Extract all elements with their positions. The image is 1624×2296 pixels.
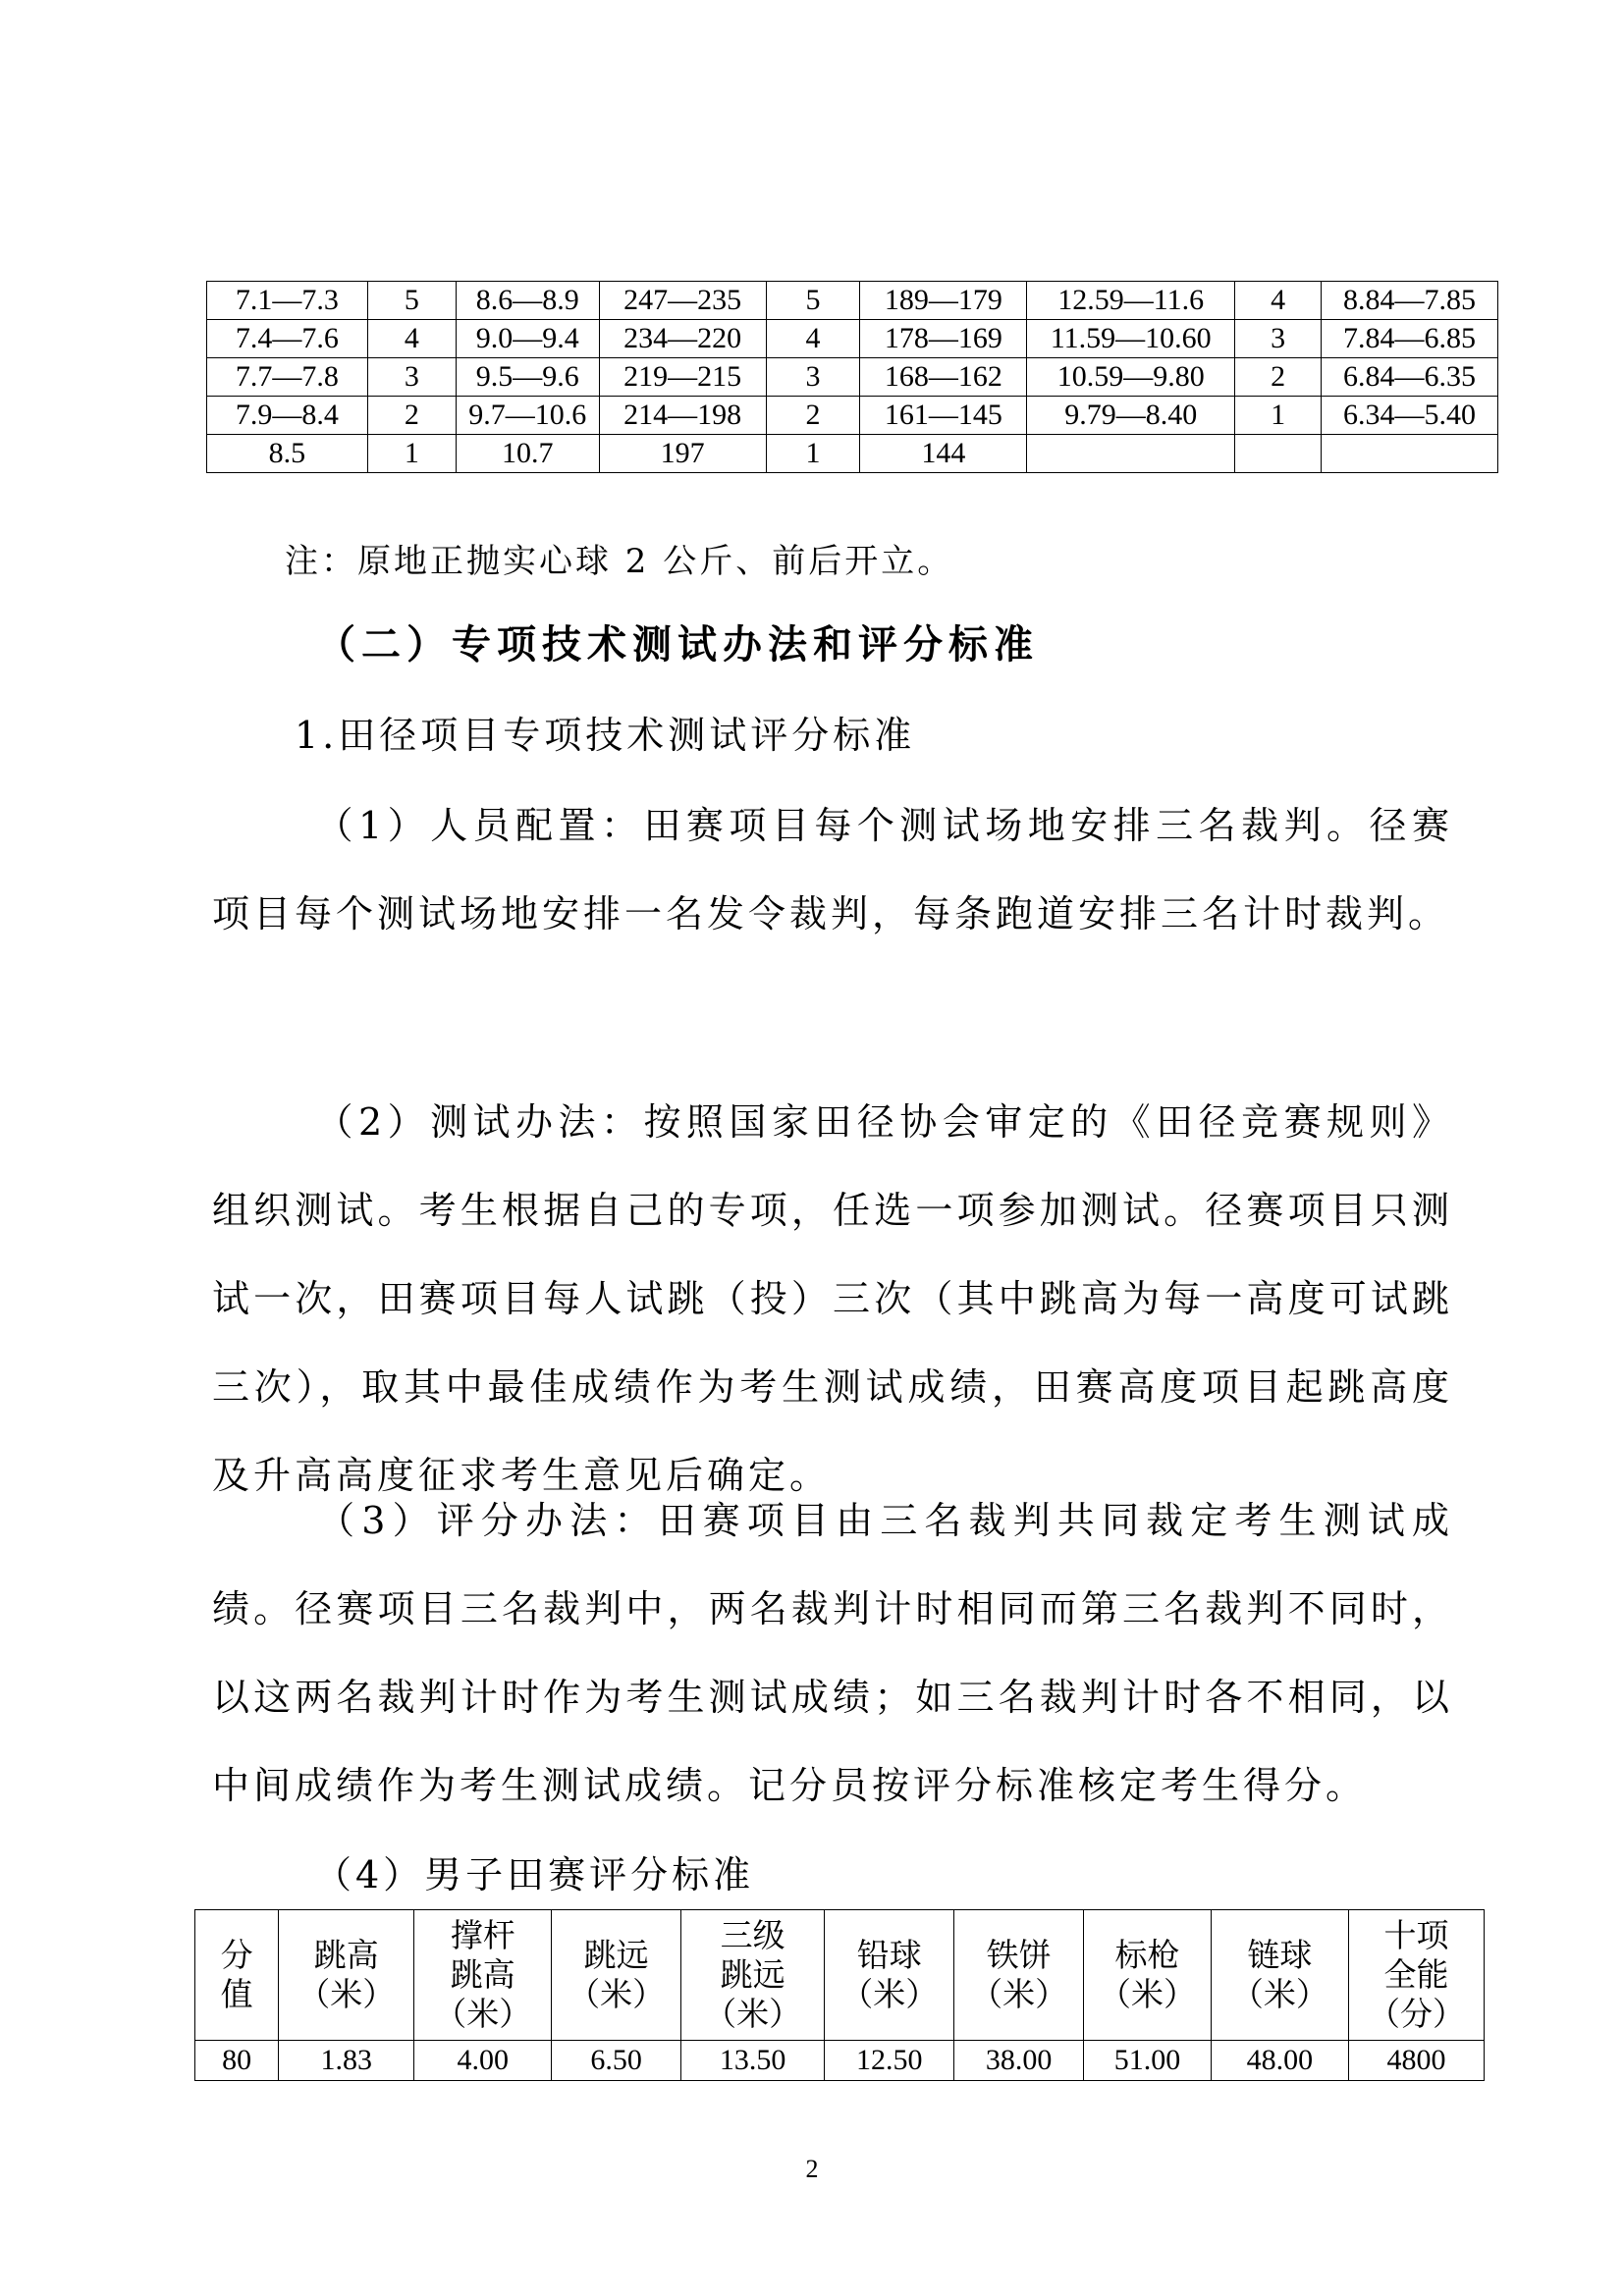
column-header-line: 分 [220,1936,253,1974]
table-cell: 7.84—6.85 [1322,320,1498,358]
table-cell: 48.00 [1211,2041,1348,2081]
men-field-heading: （4）男子田赛评分标准 [314,1853,755,1896]
table-cell: 13.50 [681,2041,825,2081]
table-cell: 2 [766,397,860,435]
table-row [207,320,1498,358]
paragraph-scoring-method-text: （3）评分办法：田赛项目由三名裁判共同裁定考生测试成绩。径赛项目三名裁判中，两名裁判计时相同而第三名裁判不同时，以这两名裁判计时作为考生测试成绩；如三名裁判计时各不相同，以中间成绩作为考生测试成绩。记分员按评分标准核定考生得分。 [212,1499,1453,1807]
men-field-score-table [194,1909,1485,2081]
page-number: 2 [805,2155,819,2183]
column-header-line: 跳高 [450,1955,515,1994]
table-cell: 8.5 [207,435,368,473]
table-cell: 7.1—7.3 [207,282,368,320]
note: 注：原地正抛实心球 2 公斤、前后开立。 [285,542,954,581]
column-header [681,1910,825,2041]
column-header [279,1910,414,2041]
table-cell: 7.4—7.6 [207,320,368,358]
table-cell: 6.50 [552,2041,681,2081]
table-cell [1322,435,1498,473]
table-row [207,282,1498,320]
column-header-line: 标枪 [1114,1936,1180,1974]
table-cell: 3 [367,358,456,397]
table-cell [1235,435,1322,473]
table-cell: 189—179 [860,282,1027,320]
table-cell: 1 [766,435,860,473]
paragraph-staffing-text: （1）人员配置：田赛项目每个测试场地安排三名裁判。径赛项目每个测试场地安排一名发令裁判，每条跑道安排三名计时裁判。 [212,804,1453,935]
column-header [1084,1910,1212,2041]
table-cell: 4800 [1348,2041,1484,2081]
table-cell: 4 [766,320,860,358]
column-header-line: 跳远 [583,1936,649,1974]
table-cell: 3 [1235,320,1322,358]
table-cell: 1 [367,435,456,473]
column-header-line: （米） [568,1975,666,2013]
column-header-line: 值 [220,1975,253,2013]
table-cell: 2 [1235,358,1322,397]
column-header-line: （米） [840,1975,939,2013]
column-header-line: 十项 [1383,1916,1449,1954]
column-header-line: 跳高 [313,1936,379,1974]
table-cell: 7.7—7.8 [207,358,368,397]
table-cell: 9.79—8.40 [1027,397,1235,435]
paragraph-scoring-method [212,1476,1453,1830]
item-heading: 1.田径项目专项技术测试评分标准 [295,714,916,757]
table-cell: 4 [1235,282,1322,320]
paragraph-test-method-text: （2）测试办法：按照国家田径协会审定的《田径竞赛规则》组织测试。考生根据自己的专项，任选一项参加测试。径赛项目只测试一次，田赛项目每人试跳（投）三次（其中跳高为每一高度可试跳三次），取其中最佳成绩作为考生测试成绩，田赛高度项目起跳高度及升高高度征求考生意见后确定。 [212,1100,1453,1497]
table-cell [1027,435,1235,473]
table-cell: 214—198 [599,397,766,435]
table-row [207,435,1498,473]
table-cell: 4 [367,320,456,358]
table-cell: 9.7—10.6 [456,397,599,435]
column-header-line: （米） [434,1995,532,2033]
table-cell: 9.0—9.4 [456,320,599,358]
column-header [825,1910,954,2041]
column-header [552,1910,681,2041]
table-cell: 6.34—5.40 [1322,397,1498,435]
table-cell: 11.59—10.60 [1027,320,1235,358]
column-header-line: （米） [1098,1975,1196,2013]
table-cell: 9.5—9.6 [456,358,599,397]
table-cell: 3 [766,358,860,397]
table-cell: 12.59—11.6 [1027,282,1235,320]
table-cell: 219—215 [599,358,766,397]
table-cell: 4.00 [414,2041,552,2081]
table-cell: 178—169 [860,320,1027,358]
table-cell: 80 [195,2041,279,2081]
column-header-line: 链球 [1247,1936,1313,1974]
table-cell: 1 [1235,397,1322,435]
table-cell: 38.00 [954,2041,1084,2081]
table-row [195,2041,1485,2081]
column-header-line: （米） [298,1975,396,2013]
column-header [954,1910,1084,2041]
table-cell: 8.84—7.85 [1322,282,1498,320]
column-header-line: 撑杆 [450,1916,515,1954]
table-cell: 5 [766,282,860,320]
table-cell: 161—145 [860,397,1027,435]
column-header-line: （分） [1367,1995,1465,2033]
column-header [195,1910,279,2041]
score-table-top [206,281,1498,473]
table-cell: 7.9—8.4 [207,397,368,435]
paragraph-staffing [212,781,1453,958]
paragraph-test-method [212,1078,1453,1520]
table-cell: 144 [860,435,1027,473]
table-cell: 1.83 [279,2041,414,2081]
table-cell: 197 [599,435,766,473]
table-cell: 168—162 [860,358,1027,397]
column-header-line: 全能 [1383,1955,1449,1994]
column-header [1348,1910,1484,2041]
column-header-line: （米） [1230,1975,1328,2013]
column-header-line: 三级 [720,1916,785,1954]
column-header [414,1910,552,2041]
column-header [1211,1910,1348,2041]
column-header-line: 跳远 [720,1955,785,1994]
table-cell: 6.84—6.35 [1322,358,1498,397]
column-header-line: 铅球 [856,1936,922,1974]
table-cell: 12.50 [825,2041,954,2081]
table-cell: 247—235 [599,282,766,320]
column-header-line: （米） [704,1995,802,2033]
table-cell: 5 [367,282,456,320]
section-heading: （二）专项技术测试办法和评分标准 [316,621,1039,667]
column-header-line: （米） [970,1975,1068,2013]
table-row [207,358,1498,397]
table-cell: 2 [367,397,456,435]
table-cell: 10.7 [456,435,599,473]
column-header-line: 铁饼 [986,1936,1052,1974]
table-row [207,397,1498,435]
table-cell: 234—220 [599,320,766,358]
table-cell: 51.00 [1084,2041,1212,2081]
table-cell: 10.59—9.80 [1027,358,1235,397]
table-cell: 8.6—8.9 [456,282,599,320]
